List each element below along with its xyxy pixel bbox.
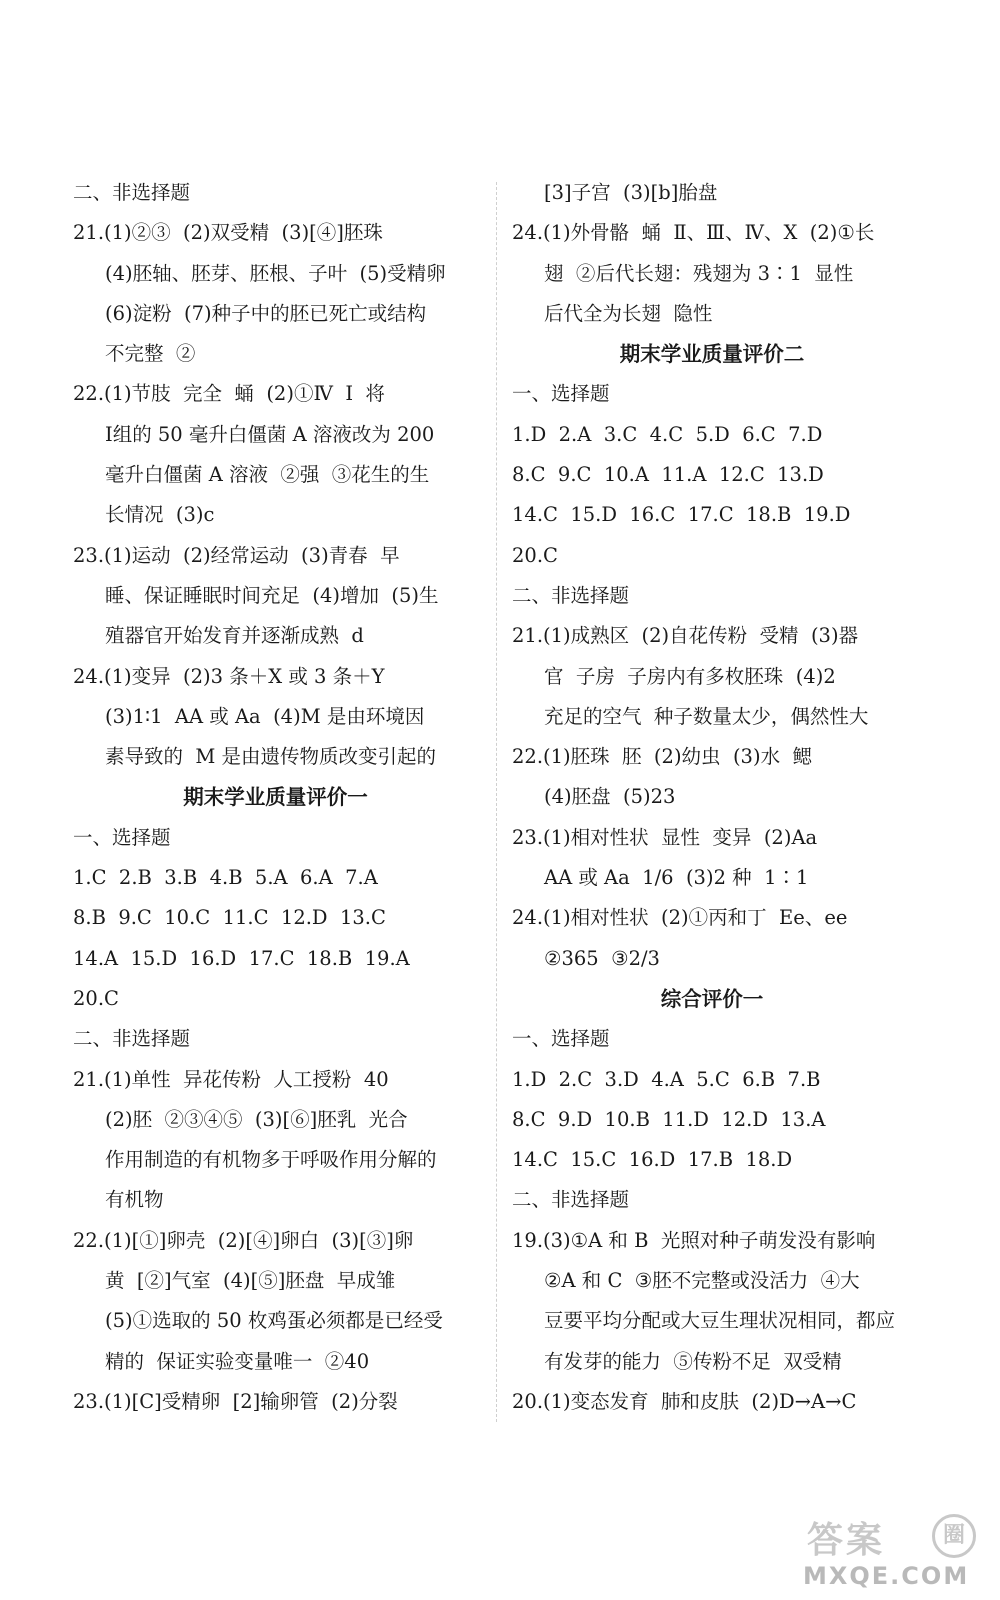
- answer-line: AA 或 Aa 1/6 (3)2 种 1∶1: [544, 866, 809, 890]
- answer-line: 20.C: [512, 543, 558, 567]
- answer-line: (4)胚盘 (5)23: [544, 785, 676, 809]
- answer-line: 21.(1)②③ (2)双受精 (3)[④]胚珠: [73, 221, 383, 245]
- answer-line: 1.D 2.A 3.C 4.C 5.D 6.C 7.D: [512, 422, 823, 446]
- answer-line: ②A 和 C ③胚不完整或没活力 ④大: [544, 1269, 860, 1293]
- answer-line: 23.(1)运动 (2)经常运动 (3)青春 早: [73, 543, 400, 567]
- right-column: [512, 173, 912, 1422]
- answer-line: 黄 [②]气室 (4)[⑤]胚盘 早成雏: [105, 1269, 396, 1293]
- answer-line: 8.C 9.C 10.A 11.A 12.C 13.D: [512, 463, 824, 487]
- answer-line: ②365 ③2/3: [544, 946, 660, 970]
- answer-line: 1.D 2.C 3.D 4.A 5.C 6.B 7.B: [512, 1067, 821, 1091]
- answer-line: 翅 ②后代长翅：残翅为 3∶1 显性: [544, 261, 854, 285]
- answer-line: 14.C 15.D 16.C 17.C 18.B 19.D: [512, 503, 851, 527]
- subsection-title: 一、选择题: [512, 382, 610, 406]
- answer-line: 20.(1)变态发育 肺和皮肤 (2)D→A→C: [512, 1389, 857, 1413]
- answer-line: 23.(1)[C]受精卵 [2]输卵管 (2)分裂: [73, 1389, 398, 1413]
- answer-line: 有发芽的能力 ⑤传粉不足 双受精: [544, 1349, 842, 1373]
- answer-line: 14.C 15.C 16.D 17.B 18.D: [512, 1148, 793, 1172]
- answer-line: 官 子房 子房内有多枚胚珠 (4)2: [544, 664, 836, 688]
- answer-line: 作用制造的有机物多于呼吸作用分解的: [105, 1148, 437, 1172]
- answer-line: 22.(1)胚珠 胚 (2)幼虫 (3)水 鳃: [512, 745, 812, 769]
- answer-line: 22.(1)[①]卵壳 (2)[④]卵白 (3)[③]卵: [73, 1228, 414, 1252]
- answer-line: (5)①选取的 50 枚鸡蛋必须都是已经受: [105, 1309, 443, 1333]
- subsection-title: 二、非选择题: [512, 583, 630, 607]
- answer-line: 豆要平均分配或大豆生理状况相同，都应: [544, 1309, 896, 1333]
- answer-line: 8.B 9.C 10.C 11.C 12.D 13.C: [73, 906, 386, 930]
- watermark-url: MXQE.COM: [803, 1562, 970, 1590]
- answer-line: 精的 保证实验变量唯一 ②40: [105, 1349, 370, 1373]
- answer-line: 22.(1)节肢 完全 蛹 (2)①Ⅳ Ⅰ 将: [73, 382, 385, 406]
- site-watermark: [803, 1512, 978, 1590]
- section-heading: 期末学业质量评价一: [183, 785, 368, 810]
- subsection-title: 二、非选择题: [512, 1188, 630, 1212]
- watermark-badge: 圈: [932, 1514, 976, 1558]
- answer-line: [3]子宫 (3)[b]胎盘: [544, 181, 718, 204]
- answer-line: 19.(3)①A 和 B 光照对种子萌发没有影响: [512, 1228, 876, 1252]
- answer-line: 24.(1)变异 (2)3 条＋X 或 3 条＋Y: [73, 664, 385, 688]
- answer-line: 后代全为长翅 隐性: [544, 301, 713, 325]
- answer-line: 长情况 (3)c: [105, 503, 215, 527]
- answer-line: Ⅰ组的 50 毫升白僵菌 A 溶液改为 200: [105, 422, 435, 446]
- subsection-title: 一、选择题: [512, 1027, 610, 1051]
- answer-line: 1.C 2.B 3.B 4.B 5.A 6.A 7.A: [73, 866, 378, 890]
- answer-line: 21.(1)成熟区 (2)自花传粉 受精 (3)器: [512, 624, 859, 648]
- answer-line: 有机物: [105, 1188, 164, 1212]
- watermark-chinese: 答案: [807, 1520, 886, 1561]
- answer-line: 睡、保证睡眠时间充足 (4)增加 (5)生: [105, 583, 439, 607]
- subsection-title: 二、非选择题: [73, 181, 191, 204]
- answer-line: 殖器官开始发育并逐渐成熟 d: [105, 624, 364, 648]
- answer-line: 素导致的 M 是由遗传物质改变引起的: [105, 745, 437, 769]
- answer-line: 14.A 15.D 16.D 17.C 18.B 19.A: [73, 946, 410, 970]
- section-heading: 综合评价一: [660, 986, 764, 1011]
- answer-line: (3)1∶1 AA 或 Aa (4)M 是由环境因: [105, 704, 425, 728]
- answer-line: (6)淀粉 (7)种子中的胚已死亡或结构: [105, 301, 427, 325]
- section-heading: 期末学业质量评价二: [619, 342, 805, 367]
- answer-line: 8.C 9.D 10.B 11.D 12.D 13.A: [512, 1107, 826, 1131]
- left-column: [73, 173, 478, 1422]
- answer-line: 不完整 ②: [105, 342, 196, 366]
- column-divider: [496, 182, 497, 1422]
- answer-line: 20.C: [73, 986, 119, 1010]
- answer-line: 21.(1)单性 异花传粉 人工授粉 40: [73, 1067, 389, 1091]
- answer-line: 23.(1)相对性状 显性 变异 (2)Aa: [512, 825, 818, 849]
- answer-line: 24.(1)外骨骼 蛹 Ⅱ、Ⅲ、Ⅳ、X (2)①长: [512, 221, 875, 245]
- answer-line: (4)胚轴、胚芽、胚根、子叶 (5)受精卵: [105, 261, 446, 285]
- subsection-title: 二、非选择题: [73, 1027, 191, 1051]
- answer-line: 充足的空气 种子数量太少，偶然性大: [544, 704, 869, 728]
- answer-line: 毫升白僵菌 A 溶液 ②强 ③花生的生: [105, 463, 430, 487]
- subsection-title: 一、选择题: [73, 825, 171, 849]
- answer-line: (2)胚 ②③④⑤ (3)[⑥]胚乳 光合: [105, 1107, 408, 1131]
- answer-line: 24.(1)相对性状 (2)①丙和丁 Ee、ee: [512, 906, 848, 930]
